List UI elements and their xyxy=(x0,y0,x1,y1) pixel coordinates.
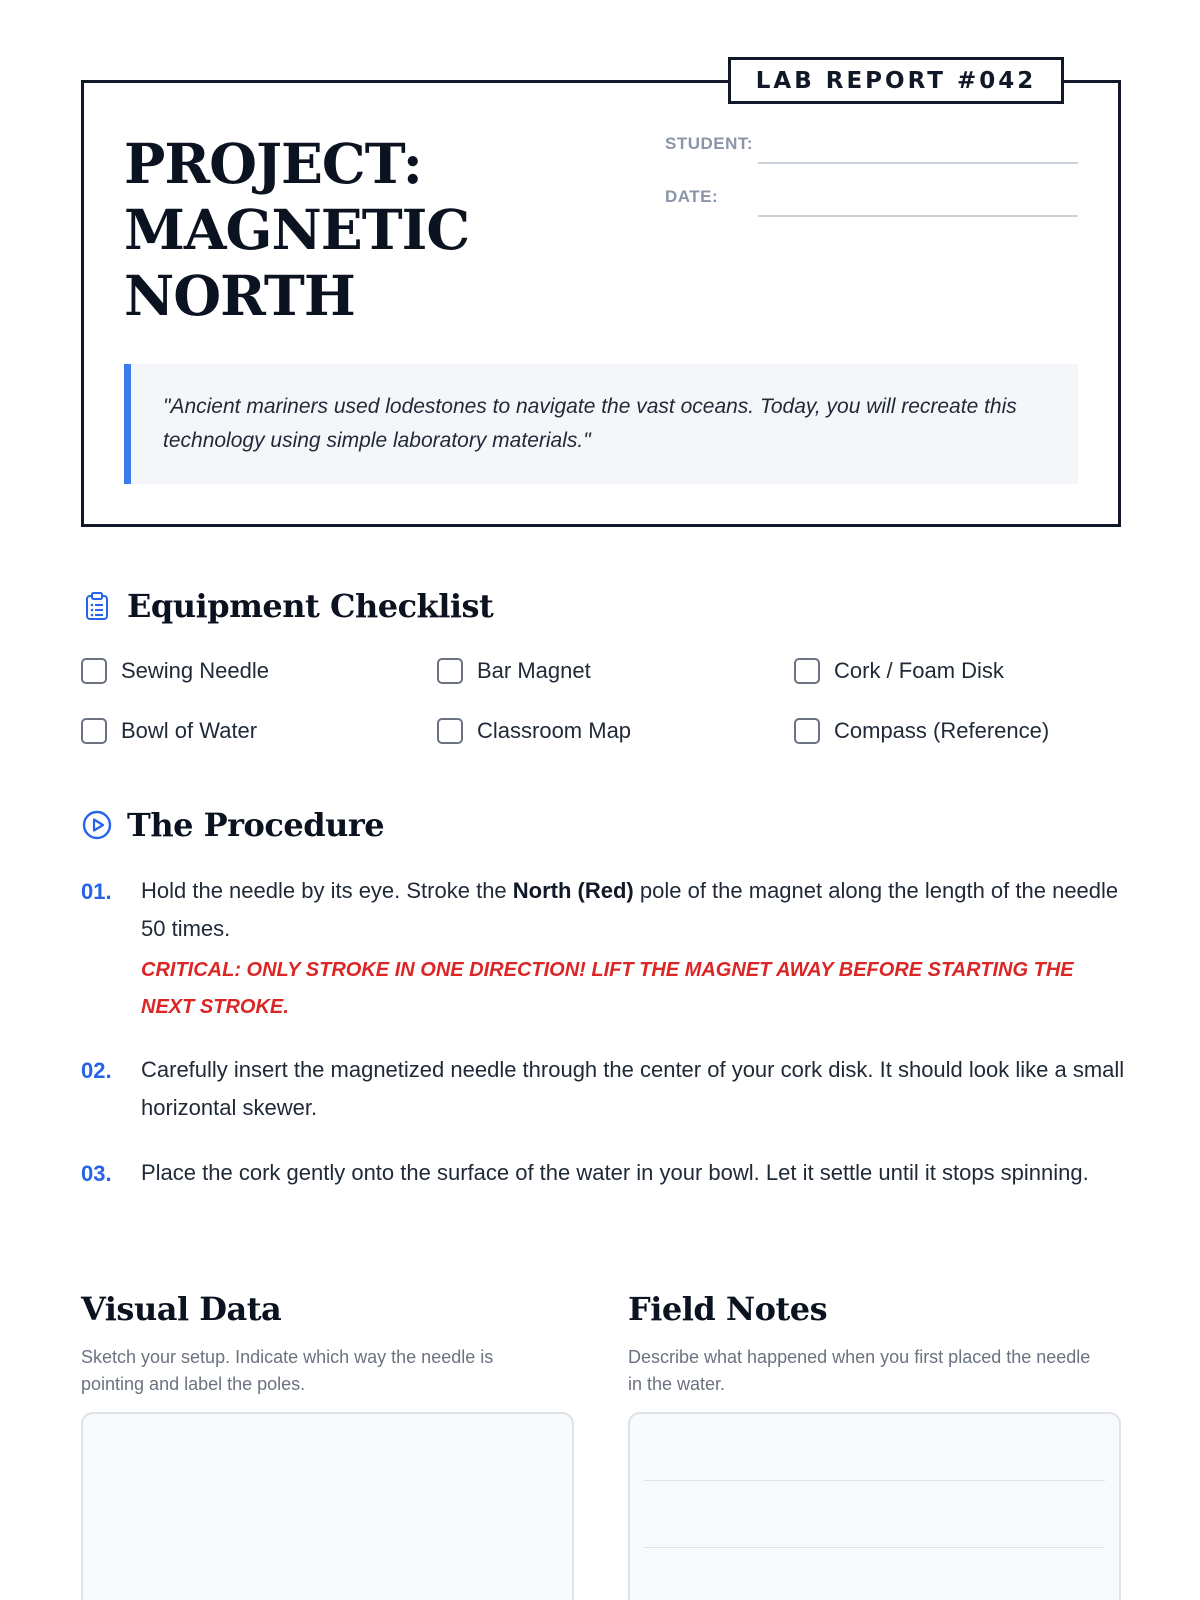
procedure-title: The Procedure xyxy=(127,806,385,844)
ruled-line xyxy=(644,1547,1105,1548)
step-1-text-end: pole of the magnet along the length of the needle 50 times. xyxy=(141,878,1119,941)
notes-area[interactable] xyxy=(628,1412,1121,1600)
step-2-text: Carefully insert the magnetized needle through the center of your cork disk. It should look like a small horizontal skewer. xyxy=(141,1057,1125,1120)
checkbox[interactable] xyxy=(794,658,820,684)
date-input-line[interactable] xyxy=(758,215,1078,217)
checklist-item-cork-disk[interactable] xyxy=(794,658,1004,684)
checklist-item-classroom-map[interactable] xyxy=(437,718,631,744)
checklist-item-label: Cork / Foam Disk xyxy=(834,658,1004,683)
date-label: DATE: xyxy=(665,187,719,206)
step-number: 03. xyxy=(81,1161,112,1186)
project-title-line-1: PROJECT: xyxy=(124,131,422,196)
ruled-line xyxy=(644,1480,1105,1481)
step-number: 02. xyxy=(81,1058,112,1083)
student-input-line[interactable] xyxy=(758,162,1078,164)
checkbox[interactable] xyxy=(81,718,107,744)
step-number: 01. xyxy=(81,879,112,904)
checklist-item-label: Sewing Needle xyxy=(121,658,269,683)
step-1-bold-text: North (Red) xyxy=(512,878,634,903)
checklist-item-label: Classroom Map xyxy=(477,718,632,743)
student-label: STUDENT: xyxy=(665,134,754,153)
checklist-item-label: Compass (Reference) xyxy=(834,718,1050,743)
intro-quote-text: "Ancient mariners used lodestones to navigate the vast oceans. Today, you will recreate this technology using simple laboratory materials." xyxy=(163,395,1017,452)
report-tag: LAB REPORT #042 xyxy=(728,57,1064,104)
step-1-text xyxy=(141,872,1126,948)
play-circle-icon xyxy=(81,809,113,841)
project-title-line-3: NORTH xyxy=(124,263,355,328)
checkbox[interactable] xyxy=(437,658,463,684)
checklist-title: Equipment Checklist xyxy=(127,587,494,625)
project-title-line-2: MAGNETIC xyxy=(124,197,470,262)
procedure-heading xyxy=(81,806,384,844)
intro-quote xyxy=(124,364,1078,484)
checklist-item-label: Bowl of Water xyxy=(121,718,258,743)
field-notes-description: Describe what happened when you first placed the needle in the water. xyxy=(628,1347,1091,1394)
visual-data-title: Visual Data xyxy=(81,1290,282,1328)
checklist-item-sewing-needle[interactable] xyxy=(81,658,269,684)
checklist-item-label: Bar Magnet xyxy=(477,658,591,683)
visual-data-description: Sketch your setup. Indicate which way the needle is pointing and label the poles. xyxy=(81,1347,494,1394)
checklist-item-bar-magnet[interactable] xyxy=(437,658,591,684)
checkbox[interactable] xyxy=(81,658,107,684)
critical-warning: CRITICAL: ONLY STROKE IN ONE DIRECTION! LIFT THE MAGNET AWAY BEFORE STARTING THE NEXT STROKE. xyxy=(141,959,1074,1018)
checkbox[interactable] xyxy=(794,718,820,744)
field-notes-title: Field Notes xyxy=(628,1290,828,1328)
step-1-text-start: Hold the needle by its eye. Stroke the xyxy=(141,878,513,903)
clipboard-icon xyxy=(81,590,113,622)
checkbox[interactable] xyxy=(437,718,463,744)
checklist-item-bowl-of-water[interactable] xyxy=(81,718,257,744)
sketch-area[interactable] xyxy=(81,1412,574,1600)
checklist-item-compass[interactable] xyxy=(794,718,1049,744)
step-3-text: Place the cork gently onto the surface of the water in your bowl. Let it settle until it stops spinning. xyxy=(141,1160,1089,1185)
checklist-heading xyxy=(81,587,493,625)
